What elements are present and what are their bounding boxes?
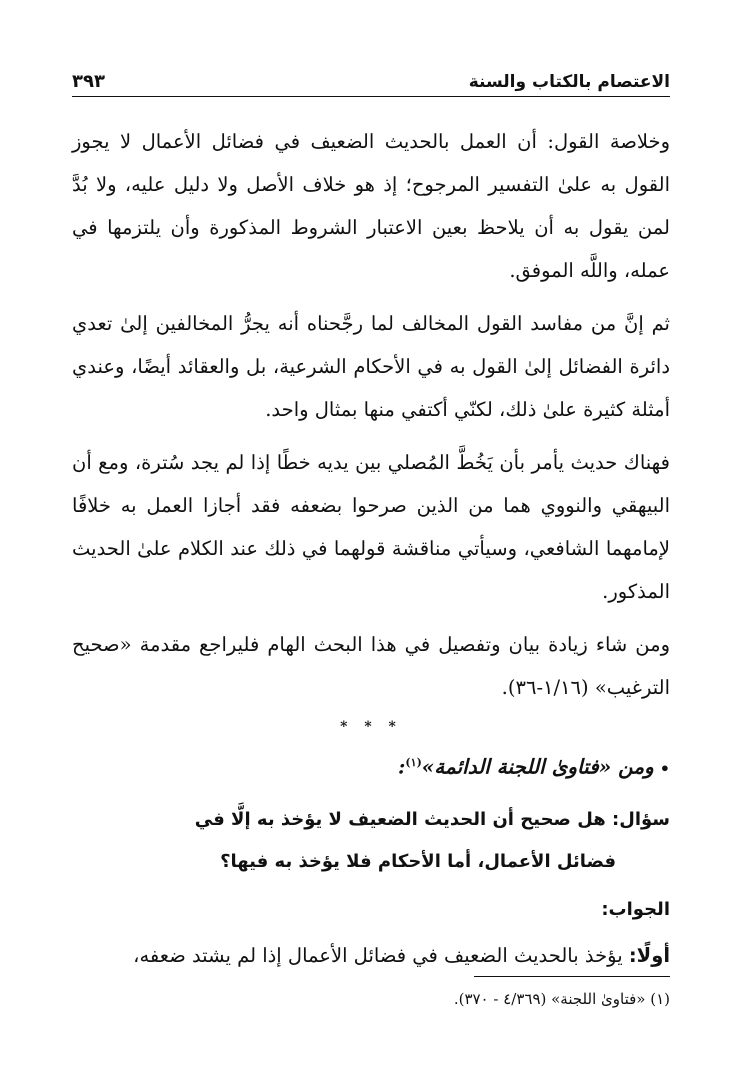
paragraph-harms: ثم إنَّ من مفاسد القول المخالف لما رجَّحناه أنه يجرُّ المخالفين إلىٰ تعدي دائرة الفضائل إلىٰ القول به في الأحكام الشرعية، بل والعقائد أيضًا، وعندي أمثلة كثيرة علىٰ ذلك، لكنّي أكتفي منها بمثال واحد.: [72, 312, 670, 421]
footnote-reference: (١): [405, 756, 422, 769]
section-separator: * * *: [340, 719, 402, 735]
question-line-2: فضائل الأعمال، أما الأحكام فلا يؤخذ به فيها؟: [220, 850, 616, 872]
bullet-icon: •: [659, 758, 670, 778]
answer-label: الجواب:: [601, 898, 670, 920]
page-number: ٣٩٣: [72, 71, 105, 92]
running-title: الاعتصام بالكتاب والسنة: [468, 72, 670, 92]
paragraph-conclusion: وخلاصة القول: أن العمل بالحديث الضعيف في فضائل الأعمال لا يجوز القول به علىٰ التفسير المرجوح؛ إذ هو خلاف الأصل ولا دليل عليه، ولا بُدَّ لمن يقول به أن يلاحظ بعين الاعتبار الشروط المذكورة وأن يلتزمها في عمله، واللَّه الموفق.: [72, 130, 670, 282]
page-body: [72, 120, 670, 977]
question-line-1: سؤال: هل صحيح أن الحديث الضعيف لا يؤخذ به إلَّا في: [194, 808, 670, 830]
question: [72, 799, 670, 883]
fatawa-heading-text: ومن «فتاوىٰ اللجنة الدائمة»: [421, 754, 654, 779]
footnote: (١) «فتاوىٰ اللجنة» (٤/٣٦٩ - ٣٧٠).: [453, 990, 670, 1008]
answer-first-text: يؤخذ بالحديث الضعيف في فضائل الأعمال إذا لم يشتد ضعفه،: [133, 943, 623, 967]
footnote-divider: [474, 976, 670, 977]
fatawa-heading-colon: :: [398, 754, 406, 779]
answer-first-word: أولًا:: [628, 943, 670, 967]
paragraph-reference: ومن شاء زيادة بيان وتفصيل في هذا البحث الهام فليراجع مقدمة «صحيح الترغيب» (١/١٦-٣٦).: [72, 633, 670, 699]
answer-first-point: [72, 935, 670, 977]
paragraph-example: فهناك حديث يأمر بأن يَخُطَّ المُصلي بين يديه خطًا إذا لم يجد سُترة، ومع أن البيهقي والنووي هما من الذين صرحوا بضعفه فقد أجازا العمل به خلافًا لإمامهما الشافعي، وسيأتي مناقشة قولهما في ذلك عند الكلام علىٰ الحديث المذكور.: [72, 451, 670, 603]
fatawa-heading: [72, 743, 670, 789]
page-header: [72, 62, 670, 97]
